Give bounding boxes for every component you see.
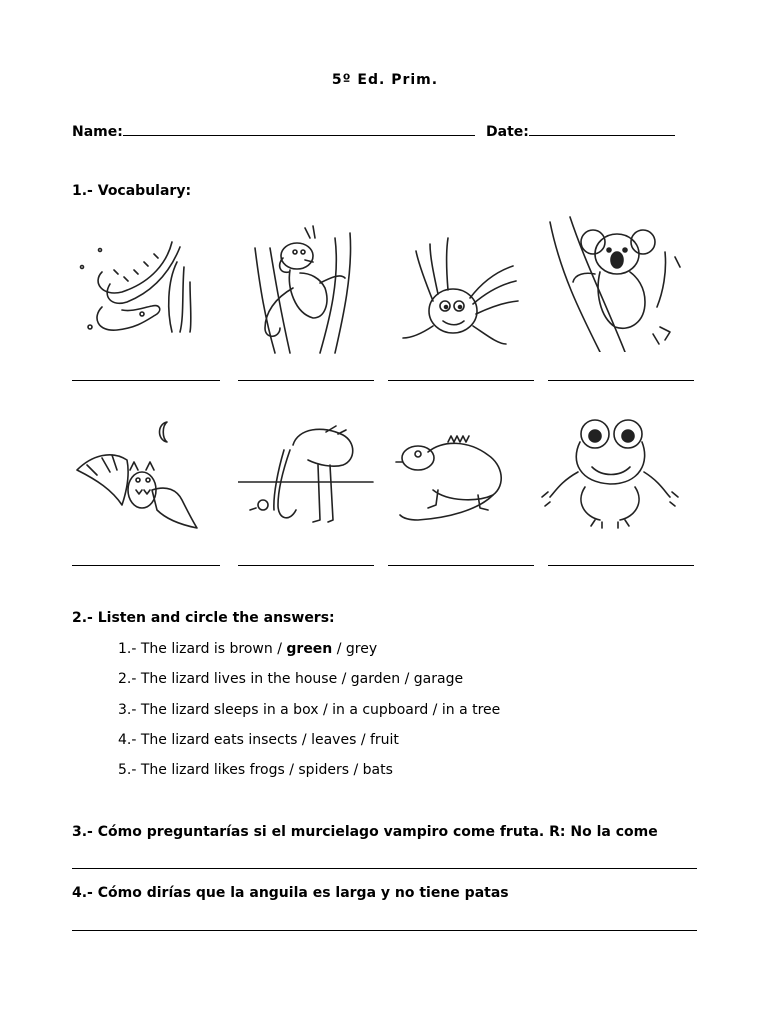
question-2 bbox=[118, 671, 463, 687]
name-blank[interactable] bbox=[123, 121, 475, 136]
question-1-answer: green bbox=[286, 641, 333, 657]
question-3 bbox=[118, 702, 500, 718]
spider-illustration bbox=[388, 226, 538, 366]
name-label: Name: bbox=[72, 124, 123, 140]
question-4-heading: 4.- Cómo dirías que la anguila es larga y no tiene patas bbox=[72, 885, 509, 901]
answer-line-eel[interactable] bbox=[72, 380, 220, 381]
iguana-illustration bbox=[388, 410, 538, 550]
eel-illustration bbox=[72, 222, 222, 362]
vocabulary-heading: 1.- Vocabulary: bbox=[72, 183, 192, 199]
question-1-prefix: 1.- The lizard is brown / bbox=[118, 641, 287, 657]
question-4-text: 4.- The lizard eats insects / leaves / fruit bbox=[118, 732, 399, 748]
frog-illustration bbox=[540, 412, 690, 552]
question-3-heading: 3.- Cómo preguntarías si el murcielago vampiro come fruta. R: No la come bbox=[72, 824, 658, 840]
question-1 bbox=[118, 641, 377, 657]
date-label: Date: bbox=[486, 124, 529, 140]
worksheet-grade: 5º Ed. Prim. bbox=[331, 72, 439, 88]
question-1-suffix: / grey bbox=[332, 641, 378, 657]
question-3-text: 3.- The lizard sleeps in a box / in a cupboard / in a tree bbox=[118, 702, 501, 718]
answer-line-frog[interactable] bbox=[548, 565, 694, 566]
listen-heading: 2.- Listen and circle the answers: bbox=[72, 610, 335, 626]
question-5-text: 5.- The lizard likes frogs / spiders / bats bbox=[118, 762, 393, 778]
answer-line-ostrich[interactable] bbox=[238, 565, 374, 566]
date-blank[interactable] bbox=[529, 121, 675, 136]
answer-line-bat[interactable] bbox=[72, 565, 220, 566]
date-field[interactable] bbox=[486, 121, 675, 140]
monkey-illustration bbox=[235, 218, 385, 358]
question-5 bbox=[118, 762, 393, 778]
question-2-text: 2.- The lizard lives in the house / garden / garage bbox=[118, 671, 464, 687]
ostrich-illustration bbox=[238, 410, 388, 550]
answer-line-section-4[interactable] bbox=[72, 930, 697, 931]
answer-line-section-3[interactable] bbox=[72, 868, 697, 869]
koala-illustration bbox=[545, 212, 695, 352]
answer-line-monkey[interactable] bbox=[238, 380, 374, 381]
answer-line-koala[interactable] bbox=[548, 380, 694, 381]
answer-line-iguana[interactable] bbox=[388, 565, 534, 566]
name-field[interactable] bbox=[72, 121, 475, 140]
answer-line-spider[interactable] bbox=[388, 380, 534, 381]
bat-illustration bbox=[72, 410, 222, 550]
question-4 bbox=[118, 732, 399, 748]
